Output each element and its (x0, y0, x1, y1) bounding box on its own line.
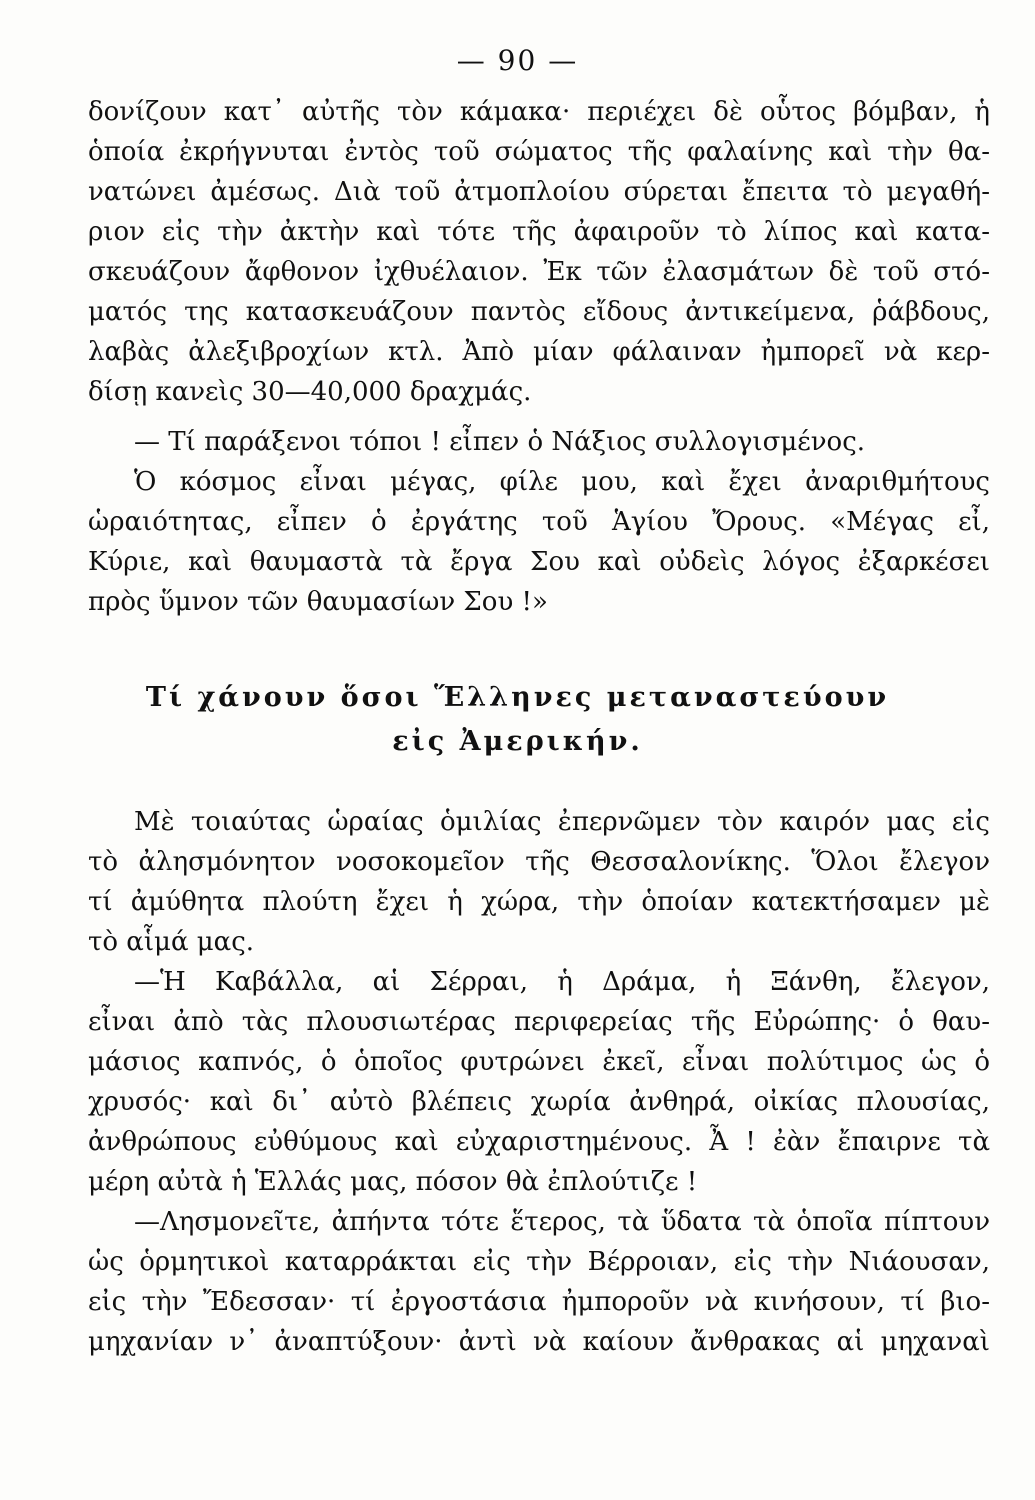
text-line: μέρη αὐτὰ ἡ Ἑλλάς μας, πόσον θὰ ἐπλούτιζε ! (88, 1167, 698, 1197)
text-line: εἰς τὴν Ἔδεσσαν· τί ἐργοστάσια ἠμποροῦν νὰ κινήσουν, τί βιο- (88, 1287, 990, 1317)
text-line: χρυσός· καὶ δι᾽ αὐτὸ βλέπεις χωρία ἀνθηρά, οἰκίας πλουσίας, (88, 1087, 990, 1117)
section-heading (0, 676, 1035, 764)
page-number: — 90 — (456, 44, 579, 77)
text-line: τὸ ἀλησμόνητον νοσοκομεῖον τῆς Θεσσαλονίκης. Ὅλοι ἔλεγον (88, 847, 990, 877)
text-line: νατώνει ἀμέσως. Διὰ τοῦ ἀτμοπλοίου σύρεται ἔπειτα τὸ μεγαθή- (88, 177, 990, 207)
text-line: —Λησμονεῖτε, ἀπήντα τότε ἕτερος, τὰ ὕδατα τὰ ὁποῖα πίπτουν (134, 1207, 990, 1237)
paragraph-dialogue (88, 422, 990, 622)
text-line: τὸ αἷμά μας. (88, 927, 255, 957)
text-line: σκευάζουν ἄφθονον ἰχθυέλαιον. Ἐκ τῶν ἐλασμάτων δὲ τοῦ στό- (88, 257, 990, 287)
text-line: —Ἡ Καβάλλα, αἱ Σέρραι, ἡ Δράμα, ἡ Ξάνθη, ἔλεγον, (134, 967, 990, 997)
text-line: πρὸς ὕμνον τῶν θαυμασίων Σου !» (88, 587, 548, 617)
text-line: ὁποία ἐκρήγνυται ἐντὸς τοῦ σώματος τῆς φαλαίνης καὶ τὴν θα- (88, 137, 990, 167)
text-line: εἶναι ἀπὸ τὰς πλουσιωτέρας περιφερείας τῆς Εὐρώπης· ὁ θαυ- (88, 1007, 990, 1037)
text-line: ὡς ὁρμητικοὶ καταρράκται εἰς τὴν Βέρροιαν, εἰς τὴν Νιάουσαν, (88, 1247, 990, 1277)
paragraph-whaling (88, 92, 990, 412)
text-line: μάσιος καπνός, ὁ ὁποῖος φυτρώνει ἐκεῖ, εἶναι πολύτιμος ὡς ὁ (88, 1047, 990, 1077)
text-line: ὡραιότητας, εἶπεν ὁ ἐργάτης τοῦ Ἁγίου Ὄρους. «Μέγας εἶ, (88, 507, 990, 537)
text-line: Κύριε, καὶ θαυμαστὰ τὰ ἔργα Σου καὶ οὐδεὶς λόγος ἐξαρκέσει (88, 547, 990, 577)
paragraph-section (88, 802, 990, 1362)
text-line: δονίζουν κατ᾽ αὐτῆς τὸν κάμακα· περιέχει δὲ οὗτος βόμβαν, ἡ (88, 97, 990, 127)
text-line: λαβὰς ἀλεξιβροχίων κτλ. Ἀπὸ μίαν φάλαιναν ἠμπορεῖ νὰ κερ- (88, 337, 990, 367)
text-line: τί ἀμύθητα πλούτη ἔχει ἡ χώρα, τὴν ὁποίαν κατεκτήσαμεν μὲ (88, 887, 990, 917)
text-line: μηχανίαν ν᾽ ἀναπτύξουν· ἀντὶ νὰ καίουν ἄνθρακας αἱ μηχαναὶ (88, 1327, 990, 1357)
text-line: — Τί παράξενοι τόποι ! εἶπεν ὁ Νάξιος συλλογισμένος. (134, 427, 866, 457)
text-line: ριον εἰς τὴν ἀκτὴν καὶ τότε τῆς ἀφαιροῦν τὸ λίπος καὶ κατα- (88, 217, 990, 247)
heading-line: Τί χάνουν ὅσοι Ἕλληνες μεταναστεύουν (145, 682, 890, 713)
text-line: ματός της κατασκευάζουν παντὸς εἴδους ἀντικείμενα, ῥάβδους, (88, 297, 990, 327)
text-line: Ὁ κόσμος εἶναι μέγας, φίλε μου, καὶ ἔχει ἀναριθμήτους (134, 467, 990, 497)
heading-line: εἰς Ἀμερικήν. (392, 726, 643, 757)
text-line: ἀνθρώπους εὐθύμους καὶ εὐχαριστημένους. Ἆ ! ἐὰν ἔπαιρνε τὰ (88, 1127, 990, 1157)
text-line: δίσῃ κανεὶς 30—40,000 δραχμάς. (88, 377, 532, 407)
text-line: Μὲ τοιαύτας ὡραίας ὁμιλίας ἐπερνῶμεν τὸν καιρόν μας εἰς (134, 807, 990, 837)
